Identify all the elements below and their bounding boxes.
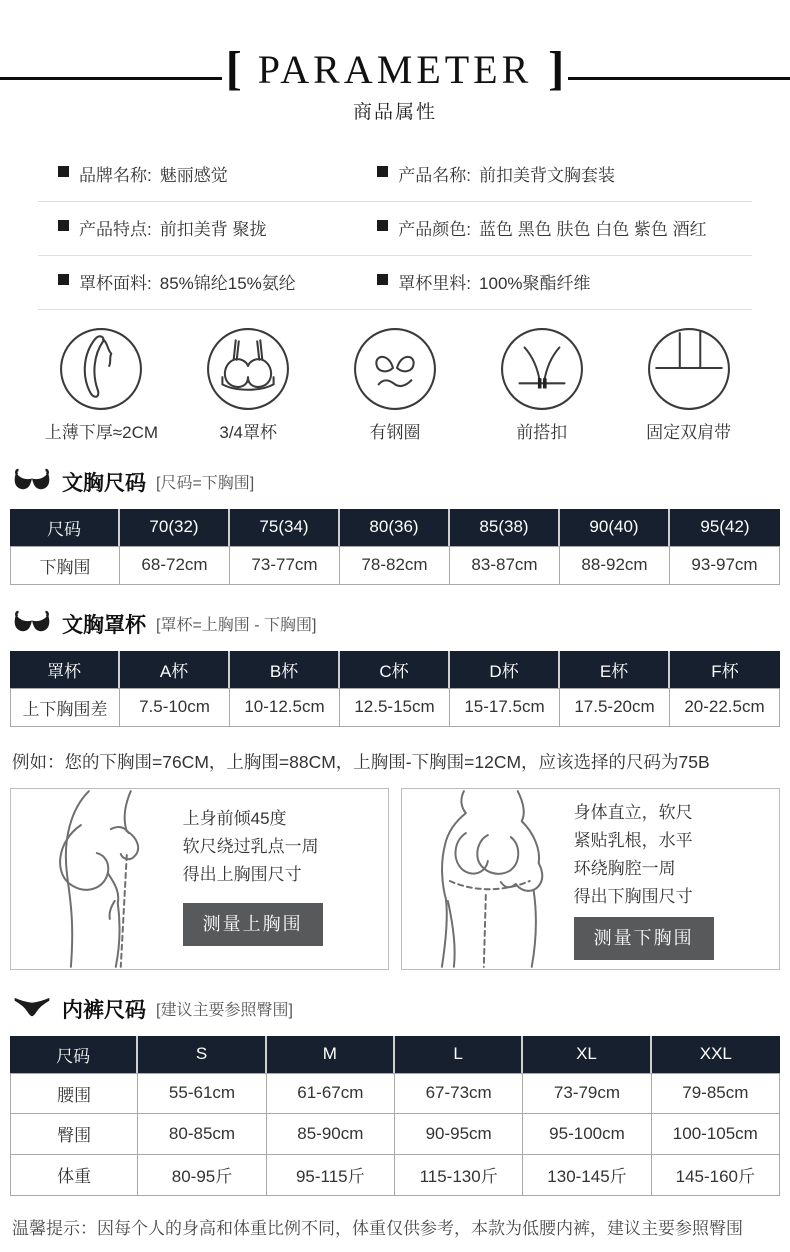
table-header-cell: 70(32) [120,509,230,546]
table-header-cell: 75(34) [230,509,340,546]
instruction-line: 紧贴乳根，水平 [573,830,693,850]
feature-fixed-straps: 固定双肩带 [615,326,762,443]
table-header-cell: XXL [652,1036,780,1073]
table-header-cell: 95(42) [670,509,780,546]
table-cell: 17.5-20cm [560,688,670,727]
product-parameter-page [0,42,790,1252]
attr-label: 罩杯面料: [79,273,152,293]
table-cell: 15-17.5cm [450,688,560,727]
table-row [10,1114,780,1155]
bracket-right: ] [548,42,565,95]
section-name: 文胸罩杯 [62,613,146,637]
table-cell: 73-79cm [523,1073,651,1114]
bending-figure-illustration [11,789,181,969]
instruction-line: 身体直立，软尺 [573,802,693,822]
table-header-cell: E杯 [560,651,670,688]
attr-value: 100%聚酯纤维 [479,273,591,293]
table-cell: 95-115斤 [267,1155,395,1196]
table-cell: 100-105cm [652,1114,780,1155]
table-cell: 下胸围 [10,546,120,585]
cup-size-section-title [12,609,778,639]
measure-upper-bust-button[interactable]: 测量上胸围 [183,903,323,947]
under-bust-measure-box [401,788,780,970]
attribute-row [38,256,752,310]
upper-bust-measure-box [10,788,389,970]
square-bullet-icon [377,220,388,231]
table-header-cell: B杯 [230,651,340,688]
attr-features [38,215,359,240]
table-header-cell: 罩杯 [10,651,120,688]
table-header-cell: 90(40) [560,509,670,546]
table-header-cell: S [138,1036,266,1073]
attribute-list [38,148,752,310]
parameter-header [0,42,790,95]
table-cell: 115-130斤 [395,1155,523,1196]
attr-value: 魅丽感觉 [159,165,228,185]
table-header-cell: 85(38) [450,509,560,546]
table-cell: 83-87cm [450,546,560,585]
table-header-cell: C杯 [340,651,450,688]
attr-colors [359,215,752,240]
three-quarter-cup-icon [175,326,322,412]
table-header-cell: F杯 [670,651,780,688]
table-cell: 73-77cm [230,546,340,585]
front-closure-icon [468,326,615,412]
square-bullet-icon [58,220,69,231]
header-rule-left [0,77,222,80]
page-subtitle: 商品属性 [352,101,437,123]
attr-value: 前扣美背 聚拢 [159,219,267,239]
table-cell: 67-73cm [395,1073,523,1114]
upper-bust-instructions [181,789,388,969]
attr-value: 蓝色 黑色 肤色 白色 紫色 酒红 [479,219,707,239]
table-cell: 145-160斤 [652,1155,780,1196]
feature-icon-row [28,326,762,443]
table-cell: 7.5-10cm [120,688,230,727]
table-cell: 12.5-15cm [340,688,450,727]
table-header-cell: 尺码 [10,509,120,546]
instruction-line: 上身前倾45度 [182,808,287,828]
table-cell: 130-145斤 [523,1155,651,1196]
attr-product-name [359,161,752,186]
cup-thickness-icon [28,326,175,412]
bra-icon [12,610,52,637]
bra-size-table [10,509,780,585]
section-note: [罩杯=上胸围 - 下胸围] [156,617,317,635]
table-cell: 55-61cm [138,1073,266,1114]
attribute-row [38,148,752,202]
attr-cup-lining [359,269,752,294]
table-cell: 上下胸围差 [10,688,120,727]
square-bullet-icon [58,166,69,177]
underwire-icon [322,326,469,412]
attribute-row [38,202,752,256]
section-name: 文胸尺码 [62,471,146,495]
table-cell: 90-95cm [395,1114,523,1155]
header-rule-right [568,77,790,80]
attr-label: 产品名称: [398,165,472,185]
table-row [10,1073,780,1114]
table-cell: 85-90cm [267,1114,395,1155]
attr-label: 产品特点: [79,219,152,239]
instruction-line: 得出上胸围尺寸 [182,864,302,884]
warm-tip-note: 温馨提示：因每个人的身高和体重比例不同，体重仅供参考，本款为低腰内裤，建议主要参照臀围 [12,1218,743,1238]
attr-brand [38,161,359,186]
table-cell: 腰围 [10,1073,138,1114]
table-cell: 10-12.5cm [230,688,340,727]
attr-label: 产品颜色: [398,219,472,239]
table-header-cell: D杯 [450,651,560,688]
square-bullet-icon [377,274,388,285]
table-row [10,546,780,585]
table-row [10,1155,780,1196]
bracket-left: [ [225,42,242,95]
measure-under-bust-button[interactable]: 测量下胸围 [574,917,714,961]
table-cell: 80-85cm [138,1114,266,1155]
square-bullet-icon [377,166,388,177]
section-note: [建议主要参照臀围] [156,1002,293,1020]
instruction-line: 环绕胸腔一周 [573,858,676,878]
table-header-cell: L [395,1036,523,1073]
feature-front-closure: 前搭扣 [468,326,615,443]
attr-value: 前扣美背文胸套装 [479,165,616,185]
table-row [10,688,780,727]
table-header-cell: XL [523,1036,651,1073]
table-cell: 68-72cm [120,546,230,585]
table-cell: 80-95斤 [138,1155,266,1196]
size-example-text: 例如：您的下胸围=76CM，上胸围=88CM，上胸围-下胸围=12CM，应该选择的尺码为75B [12,751,710,772]
table-cell: 臀围 [10,1114,138,1155]
standing-figure-illustration [402,789,572,969]
table-cell: 88-92cm [560,546,670,585]
under-bust-instructions [572,789,779,969]
panty-size-section-title [12,994,778,1024]
attr-label: 罩杯里料: [398,273,472,293]
table-cell: 61-67cm [267,1073,395,1114]
cup-size-table [10,651,780,727]
table-header-cell: 80(36) [340,509,450,546]
panty-icon [12,996,52,1021]
square-bullet-icon [58,274,69,285]
feature-three-quarter-cup: 3/4罩杯 [175,326,322,443]
attr-cup-fabric [38,269,359,294]
bra-icon [12,468,52,495]
section-note: [尺码=下胸围] [156,475,255,493]
table-header-cell: 尺码 [10,1036,138,1073]
table-cell: 体重 [10,1155,138,1196]
page-title: PARAMETER [257,46,533,92]
table-cell: 93-97cm [670,546,780,585]
attr-value: 85%锦纶15%氨纶 [159,273,296,293]
instruction-line: 得出下胸围尺寸 [573,886,693,906]
instruction-line: 软尺绕过乳点一周 [182,836,319,856]
attr-label: 品牌名称: [79,165,152,185]
bra-size-section-title [12,467,778,497]
section-name: 内裤尺码 [62,998,146,1022]
feature-cup-thickness: 上薄下厚≈2CM [28,326,175,443]
fixed-straps-icon [615,326,762,412]
feature-underwire: 有钢圈 [322,326,469,443]
table-cell: 95-100cm [523,1114,651,1155]
measurement-guide [10,788,780,970]
table-cell: 78-82cm [340,546,450,585]
table-header-cell: M [267,1036,395,1073]
table-header-cell: A杯 [120,651,230,688]
panty-size-table [10,1036,780,1196]
table-cell: 79-85cm [652,1073,780,1114]
table-cell: 20-22.5cm [670,688,780,727]
